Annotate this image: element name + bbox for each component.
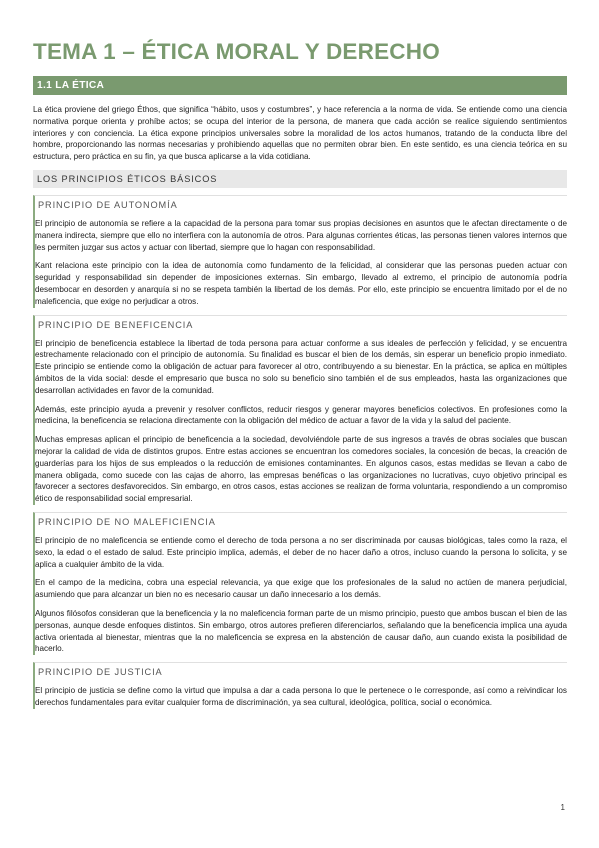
principle-beneficencia: [33, 315, 567, 505]
principle-heading: PRINCIPIO DE BENEFICENCIA: [38, 319, 194, 330]
section-heading: 1.1 LA ÉTICA: [33, 76, 567, 95]
principle-paragraph: Algunos filósofos consideran que la beneficencia y la no maleficencia forman parte de un mismo principio, puesto que ambos buscan el bien de las personas, aunque desde enfoques distintos. Sin embargo, otros autores prefieren diferenciarlos, señalando que la beneficencia implica una ayuda activa orientada al bienestar, mientras que la no maleficencia se expresa en la abstención de causar daño, aun cuando exista la posibilidad de hacerlo.: [35, 608, 567, 654]
principle-paragraph: El principio de autonomía se refiere a la capacidad de la persona para tomar sus propias decisiones en asuntos que le afectan directamente o de manera indirecta, siempre que ello no interfiera con la autonomía de otros. Para algunas corrientes éticas, las personas tienen valores internos que les permiten juzgar sus actos y actuar con libertad, siempre que lo hagan con responsabilidad.: [35, 218, 567, 252]
document-page: [33, 38, 567, 716]
principle-heading: PRINCIPIO DE NO MALEFICIENCIA: [38, 516, 216, 527]
subsection-heading: LOS PRINCIPIOS ÉTICOS BÁSICOS: [33, 170, 567, 188]
intro-paragraph: La ética proviene del griego Éthos, que significa “hábito, usos y costumbres”, y hace referencia a la norma de vida. Se entiende como una ciencia normativa porque orienta y prohíbe actos; se ocupa del interior de la persona, de manera que cada acción se realice siguiendo sentimientos interiores y con conciencia. La ética expone principios universales sobre la moralidad de los actos humanos, tratando de la conducta libre del hombre, proporcionando las normas necesarias y prohibiendo aquellas que no permiten obrar bien. En este sentido, es una ciencia teórica en su estructura, pero práctica en su fin, ya que busca aplicarse a la vida cotidiana.: [33, 105, 567, 162]
principle-paragraph: El principio de no maleficencia se entiende como el derecho de toda persona a no ser discriminada por causas biológicas, tales como la raza, el sexo, la edad o el estado de salud. Este principio implica, además, el deber de no hacer daño a otros, incluso cuando la persona lo solicita, y se aplica a cualquier ámbito de la vida.: [35, 535, 567, 569]
principle-paragraph: En el campo de la medicina, cobra una especial relevancia, ya que exige que los profesionales de la salud no actúen de manera perjudicial, asumiendo que para alcanzar un bien no es necesario causar un daño innecesario a los demás.: [35, 578, 567, 600]
principle-paragraph: Muchas empresas aplican el principio de beneficencia a la sociedad, devolviéndole parte de sus ingresos a través de obras sociales que buscan mejorar la calidad de vida de distintos grupos. Entre estas acciones se encuentran los comedores sociales, la concesión de becas, la creación de guarderías para los hijos de sus empleados o la reducción de emisiones contaminantes. En algunos casos, estas medidas se llevan a cabo de manera obligada, como sucede con las cajas de ahorro, las empresas benéficas o las organizaciones no lucrativas, cuyo objetivo principal es favorecer a sectores desfavorecidos. Sin embargo, en otros casos, estas acciones se realizan de forma voluntaria, respondiendo a un compromiso ético de responsabilidad social empresarial.: [35, 435, 567, 504]
principle-paragraph: El principio de beneficencia establece la libertad de toda persona para actuar conforme a sus ideales de perfección y felicidad, y se encuentra estrechamente relacionado con el principio de autonomía. Su finalidad es buscar el bien de los demás, sin esperar un beneficio propio inmediato. Este principio se entiende como la obligación de actuar para favorecer al otro, contribuyendo a su bienestar. En la práctica, se aplica en múltiples ámbitos de la vida social: desde el empresario que busca no solo su beneficio sino también el de sus empleados, hasta las organizaciones que desarrollan actividades en favor de la comunidad.: [35, 338, 567, 395]
principle-justicia: [33, 662, 567, 709]
principle-paragraph: El principio de justicia se define como la virtud que impulsa a dar a cada persona lo que le pertenece o le corresponde, así como a reivindicar los derechos fundamentales para evitar cualquier forma de discriminación, ya sea cultural, ideológica, política, social o económica.: [35, 686, 567, 707]
document-title: TEMA 1 – ÉTICA MORAL Y DERECHO: [33, 39, 440, 64]
principle-heading: PRINCIPIO DE JUSTICIA: [38, 667, 163, 678]
page-number: 1: [560, 803, 565, 812]
principle-paragraph: Además, este principio ayuda a prevenir y resolver conflictos, reducir riesgos y generar mayores beneficios colectivos. En profesiones como la medicina, la beneficencia se relaciona directamente con la obligación del médico de actuar a favor de la vida y la salud del paciente.: [35, 404, 567, 426]
principle-heading: PRINCIPIO DE AUTONOMÍA: [38, 199, 178, 210]
principle-autonomia: [33, 195, 567, 308]
principle-paragraph: Kant relaciona este principio con la idea de autonomía como fundamento de la felicidad, al considerar que las personas pueden actuar con seguridad y responsabilidad sin depender de imposiciones externas. Sin embargo, llevado al extremo, el principio de autonomía podría desembocar en desorden y anarquía si no se respeta también la libertad de los demás. Por ello, este principio se encuentra limitado por el de no maleficencia, que exige no perjudicar a otros.: [35, 261, 567, 306]
principle-no-maleficiencia: [33, 512, 567, 655]
